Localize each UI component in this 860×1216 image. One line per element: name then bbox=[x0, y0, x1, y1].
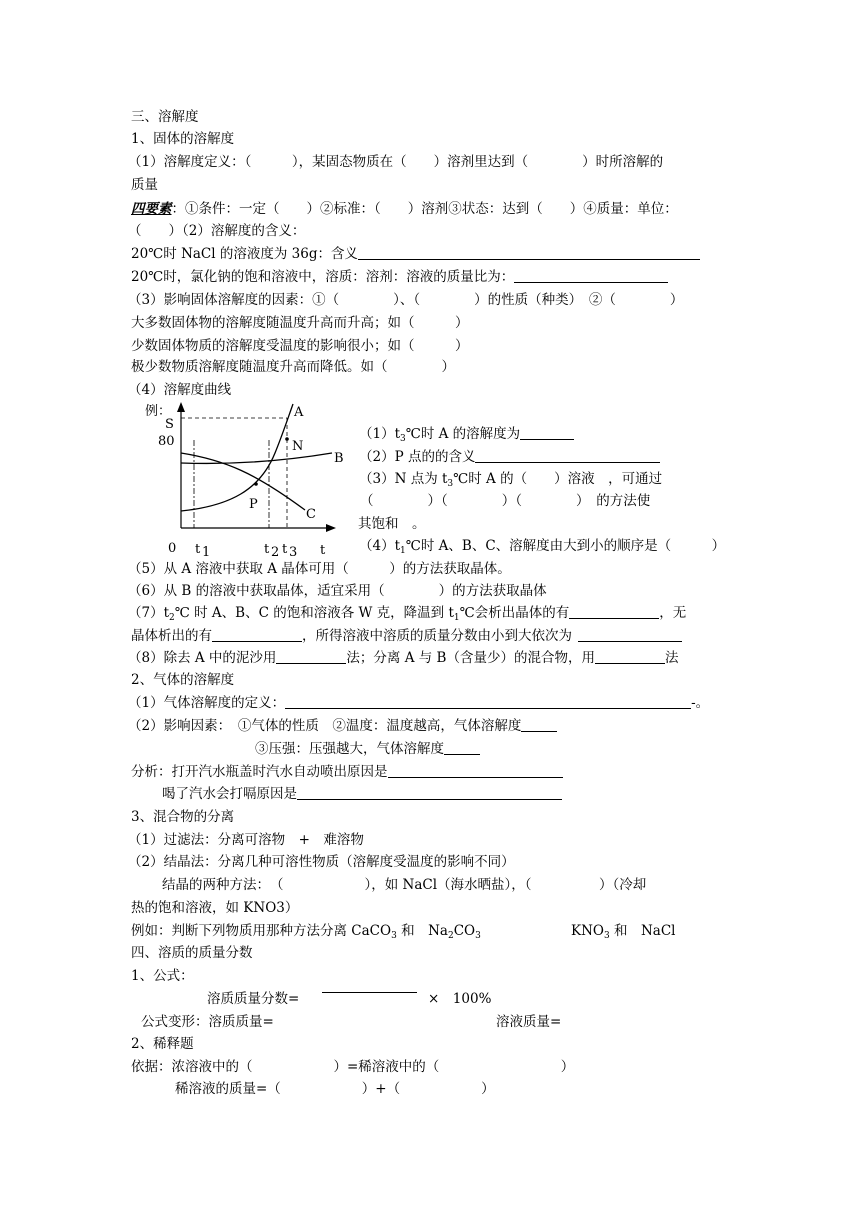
analysis-2: 喝了汽水会打嗝原因是 bbox=[162, 783, 562, 805]
gas-factors-pressure: ③压强：压强越大，气体溶解度 bbox=[255, 738, 480, 760]
q3-factors: （3）影响固体溶解度的因素：①（ ）、（ ）的性质（种类） ②（ ） bbox=[128, 292, 684, 308]
answer-blank bbox=[276, 649, 346, 664]
x-axis-label: t bbox=[320, 543, 326, 558]
answer-blank bbox=[388, 763, 563, 778]
answer-blank bbox=[520, 425, 574, 440]
point-n-label: N bbox=[292, 439, 304, 454]
curve-c-label: C bbox=[306, 507, 316, 522]
separation-heading: 3、混合物的分离 bbox=[131, 809, 235, 825]
q8: （8）除去 A 中的泥沙用 法；分离 A 与 B（含量少）的混合物，用 法 bbox=[128, 650, 679, 666]
curve-b-label: B bbox=[334, 451, 344, 466]
y-axis-arrow bbox=[177, 402, 185, 412]
formula-lhs: 溶质质量分数= bbox=[207, 991, 300, 1007]
separation-example-2: $KNO_3$ 和 NaCl bbox=[571, 923, 676, 941]
dilution-basis: 依据：浓溶液中的（ ）=稀溶液中的（ ） bbox=[131, 1059, 575, 1075]
x-axis-arrow bbox=[326, 524, 336, 532]
rare-solids: 极少数物质溶解度随温度升高而降低。如（ ） bbox=[131, 359, 455, 375]
answer-blank bbox=[285, 694, 691, 709]
q7: $(7)t_2℃$ 时 A、B、C 的饱和溶液各 W 克，降温到 $t_1℃$会析出晶体的有 ，无 bbox=[128, 605, 687, 623]
curve-a bbox=[181, 404, 293, 511]
curve-q4: $(4)t_1℃$时 A、B、C、溶解度由大到小的顺序是（ ） bbox=[359, 538, 726, 556]
formula-variant-solute: 公式变形：溶质质量= bbox=[141, 1014, 274, 1030]
answer-blank bbox=[297, 785, 562, 800]
x-tick-t1 bbox=[195, 542, 210, 558]
gas-solubility-heading: 2、气体的溶解度 bbox=[131, 672, 235, 688]
svg-text:t: t bbox=[195, 542, 201, 557]
filtration: （1）过滤法：分离可溶物 + 难溶物 bbox=[128, 832, 364, 848]
formula-rhs: × 100% bbox=[428, 991, 492, 1007]
solubility-curve-chart bbox=[140, 398, 355, 558]
svg-text:2: 2 bbox=[271, 545, 280, 558]
analysis-1: 分析：打开汽水瓶盖时汽水自动喷出原因是 bbox=[131, 761, 563, 783]
answer-blank bbox=[514, 268, 668, 283]
point-p-label: P bbox=[249, 497, 258, 512]
section-4-heading: 四、溶质的质量分数 bbox=[131, 945, 253, 961]
answer-blank bbox=[358, 245, 700, 260]
mass-ratio: 20℃时，氯化钠的饱和溶液中，溶质：溶剂：溶液的质量比为： bbox=[131, 266, 668, 288]
q5: （5）从 A 溶液中获取 A 晶体可用（ ）的方法获取晶体。 bbox=[128, 561, 511, 577]
dilution-mass: 稀溶液的质量=（ ）+（ ） bbox=[175, 1081, 495, 1097]
answer-blank bbox=[578, 627, 682, 642]
origin-label: 0 bbox=[168, 541, 177, 556]
svg-text:t: t bbox=[282, 542, 288, 557]
curve-a-label: A bbox=[294, 405, 304, 420]
chart-example-label: 例： bbox=[145, 404, 172, 419]
curve-q3-methods: （ ）（ ）（ ） 的方法使 bbox=[360, 493, 651, 509]
q2-meaning: （ ）（2）溶解度的含义： bbox=[128, 223, 306, 239]
curve-q1: $(1)t_3℃$时 A 的溶解度为 bbox=[359, 423, 574, 445]
four-elements-text: ：①条件：一定（ ）②标准：（ ）溶剂③状态：达到（ ）④质量：单位： bbox=[171, 201, 678, 217]
curve-q3-end: 其饱和 。 bbox=[358, 516, 426, 532]
point-p-marker bbox=[254, 482, 258, 486]
svg-text:3: 3 bbox=[289, 545, 298, 558]
answer-blank bbox=[475, 448, 660, 463]
x-tick-t2 bbox=[264, 542, 279, 558]
curve-q2: （2）P 点的的含义 bbox=[359, 446, 660, 468]
formula-variant-solution: 溶液质量= bbox=[496, 1014, 562, 1030]
q7-cont: 晶体析出的有 ，所得溶液中溶质的质量分数由小到大依次为 bbox=[131, 625, 682, 647]
q1-definition: （1）溶解度定义：（ ），某固态物质在（ ）溶剂里达到（ ）时所溶解的 bbox=[128, 154, 664, 170]
curve-q3: （3）N 点为 $t_3℃$时 A 的（ ）溶液 ，可通过 bbox=[359, 471, 663, 489]
crystallization-methods: 结晶的两种方法： （ ），如 NaCl（海水晒盐），（ ）（冷却 bbox=[162, 877, 647, 893]
crystallization: （2）结晶法：分离几种可溶性物质（溶解度受温度的影响不同） bbox=[128, 854, 515, 870]
answer-blank bbox=[212, 627, 302, 642]
separation-example: 例如：判断下列物质用那种方法分离 CaCO$_3$ 和 $Na_2CO_3$ bbox=[131, 923, 481, 941]
y-axis-label: S bbox=[165, 417, 174, 432]
solid-solubility-heading: 1、固体的溶解度 bbox=[131, 131, 235, 147]
answer-blank bbox=[521, 717, 557, 732]
q1-definition-cont: 质量 bbox=[131, 177, 158, 193]
y-tick-80: 80 bbox=[158, 434, 175, 449]
answer-blank bbox=[444, 740, 480, 755]
gas-definition: （1）气体溶解度的定义： -。 bbox=[128, 695, 710, 711]
gas-factors-temp: （2）影响因素： ①气体的性质 ②温度：温度越高，气体溶解度 bbox=[128, 715, 557, 737]
point-n-marker bbox=[285, 437, 289, 441]
dilution-heading: 2、稀释题 bbox=[131, 1036, 194, 1052]
x-tick-t3 bbox=[282, 542, 297, 558]
few-solids: 少数固体物质的溶解度受温度的影响很小；如（ ） bbox=[131, 338, 469, 354]
q4-curve: （4）溶解度曲线 bbox=[128, 382, 232, 398]
most-solids: 大多数固体物的溶解度随温度升高而升高；如（ ） bbox=[131, 315, 469, 331]
answer-blank bbox=[595, 649, 665, 664]
nacl-meaning: 20℃时 NaCl 的溶液度为 36g：含义 bbox=[131, 243, 700, 265]
four-elements-line bbox=[131, 198, 678, 220]
answer-blank bbox=[569, 604, 659, 619]
crystallization-methods-cont: 热的饱和溶液，如 KNO3） bbox=[131, 900, 299, 916]
svg-text:1: 1 bbox=[202, 545, 211, 558]
section-3-heading: 三、溶解度 bbox=[131, 109, 199, 125]
curve-c bbox=[181, 453, 305, 510]
four-elements-label: 四要素 bbox=[131, 201, 172, 217]
q6: （6）从 B 的溶液中获取晶体，适宜采用（ ）的方法获取晶体 bbox=[128, 583, 547, 599]
svg-text:t: t bbox=[264, 542, 270, 557]
formula-heading: 1、公式： bbox=[131, 968, 194, 984]
fraction-bar bbox=[322, 992, 417, 993]
